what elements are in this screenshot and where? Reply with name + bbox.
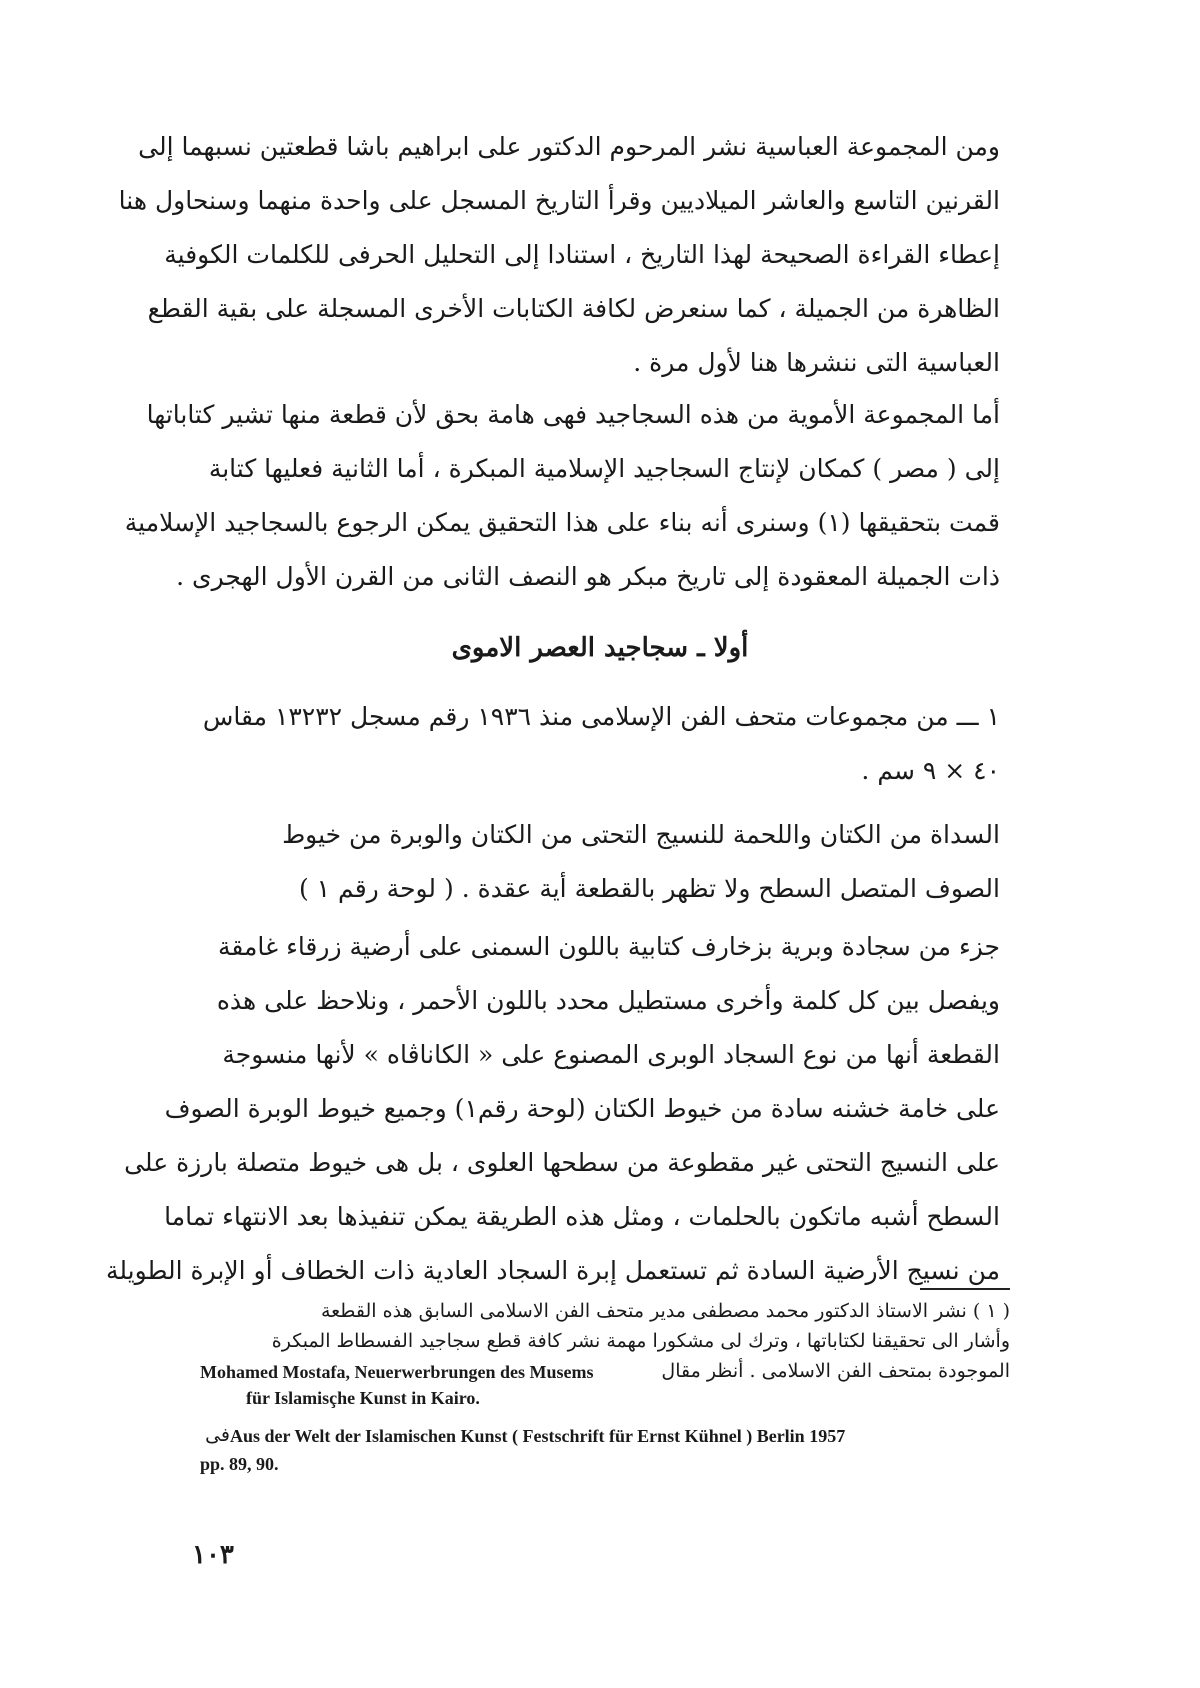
text-line: على النسيج التحتى غير مقطوعة من سطحها العلوى ، بل هى خيوط متصلة بارزة على — [124, 1148, 1000, 1177]
text-line: إلى ( مصر ) كمكان لإنتاج السجاجيد الإسلامية المبكرة ، أما الثانية فعليها كتابة — [208, 454, 1000, 483]
footnote-line: وأشار الى تحقيقنا لكتاباتها ، وترك لى مشكورا مهمة نشر كافة قطع سجاجيد الفسطاط المبكرة — [271, 1330, 1010, 1352]
page-number: ١٠٣ — [192, 1540, 234, 1570]
text-line: العباسية التى ننشرها هنا لأول مرة . — [633, 348, 1000, 377]
text-line: على خامة خشنه سادة من خيوط الكتان (لوحة رقم١) وجميع خيوط الوبرة الصوف — [164, 1094, 1000, 1123]
paragraph-abbasid-collection — [118, 120, 1000, 390]
footnote-line: ( ١ ) نشر الاستاذ الدكتور محمد مصطفى مدير متحف الفن الاسلامى السابق هذه القطعة — [320, 1300, 1010, 1322]
catalog-item-1 — [200, 690, 1000, 798]
paragraph-description — [105, 920, 1000, 1298]
text-line: إعطاء القراءة الصحيحة لهذا التاريخ ، استنادا إلى التحليل الحرفى للكلمات الكوفية — [164, 240, 1000, 269]
footnote-line: الموجودة بمتحف الفن الاسلامى . أنظر مقال — [661, 1360, 1010, 1382]
footnote-prefix — [200, 1420, 230, 1450]
text-line: ومن المجموعة العباسية نشر المرحوم الدكتور على ابراهيم باشا قطعتين نسبهما إلى — [138, 132, 1000, 161]
text-line: الظاهرة من الجميلة ، كما سنعرض لكافة الكتابات الأخرى المسجلة على بقية القطع — [147, 294, 1000, 323]
text-line: ويفصل بين كل كلمة وأخرى مستطيل محدد باللون الأحمر ، ونلاحظ على هذه — [216, 986, 1000, 1015]
section-heading: أولا ـ سجاجيد العصر الاموى — [451, 633, 749, 663]
paragraph-umayyad-collection — [124, 388, 1000, 604]
paragraph-materials — [200, 808, 1000, 916]
text-line: جزء من سجادة وبرية بزخارف كتابية باللون السمنى على أرضية زرقاء غامقة — [217, 932, 1000, 961]
text-line: قمت بتحقيقها (١) وسنرى أنه بناء على هذا التحقيق يمكن الرجوع بالسجاجيد الإسلامية — [124, 508, 1000, 537]
footnote-line: فى — [205, 1424, 230, 1446]
text-line: الصوف المتصل السطح ولا تظهر بالقطعة أية عقدة . ( لوحة رقم ١ ) — [298, 874, 1000, 903]
footnote-citation-publication: Aus der Welt der Islamischen Kunst ( Festschrift für Ernst Kühnel ) Berlin 1957 — [230, 1426, 846, 1446]
footnote-citation-author: Mohamed Mostafa, Neuerwerbrungen des Musems — [200, 1362, 594, 1382]
text-line: أما المجموعة الأموية من هذه السجاجيد فهى هامة بحق لأن قطعة منها تشير كتاباتها — [146, 400, 1000, 429]
text-line: القرنين التاسع والعاشر الميلاديين وقرأ التاريخ المسجل على واحدة منهما وسنحاول هنا — [118, 186, 1000, 215]
text-line: من نسيج الأرضية السادة ثم تستعمل إبرة السجاد العادية ذات الخطاف أو الإبرة الطويلة — [105, 1256, 1000, 1285]
text-line: ١ ـــ من مجموعات متحف الفن الإسلامى منذ ١٩٣٦ رقم مسجل ١٣٢٣٢ مقاس — [202, 702, 1000, 731]
text-line: القطعة أنها من نوع السجاد الوبرى المصنوع على « الكاناڤاه » لأنها منسوجة — [222, 1040, 1000, 1069]
text-line: السداة من الكتان واللحمة للنسيج التحتى من الكتان والوبرة من خيوط — [282, 820, 1000, 849]
text-line: السطح أشبه ماتكون بالحلمات ، ومثل هذه الطريقة يمكن تنفيذها بعد الانتهاء تماما — [164, 1202, 1000, 1231]
footnote-divider — [920, 1288, 1010, 1290]
text-line: ذات الجميلة المعقودة إلى تاريخ مبكر هو النصف الثانى من القرن الأول الهجرى . — [176, 562, 1000, 591]
footnote-citation-pages: pp. 89, 90. — [200, 1454, 279, 1474]
text-line: ٤٠ × ٩ سم . — [861, 756, 1000, 785]
footnote-citation-museum: für Islamisçhe Kunst in Kairo. — [246, 1388, 480, 1408]
